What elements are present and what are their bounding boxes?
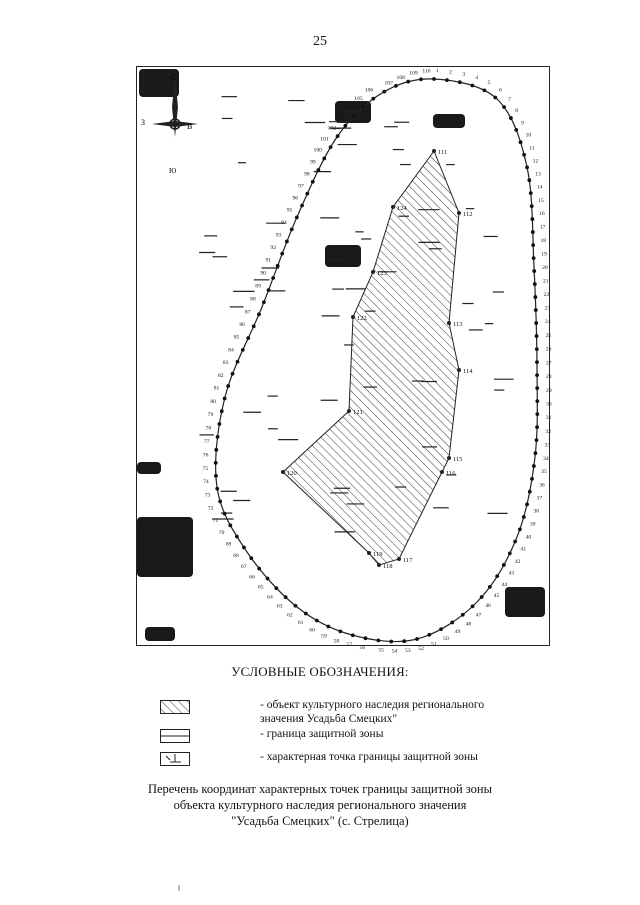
- zone-point-label: 35: [541, 469, 547, 476]
- zone-point-label: 4: [475, 75, 479, 82]
- zone-point-label: 23: [544, 305, 551, 312]
- zone-point-label: 82: [218, 372, 224, 379]
- legend-item-heritage-object: [160, 698, 560, 725]
- object-point-label: 111: [438, 149, 448, 156]
- zone-point-marker: [290, 227, 294, 231]
- legend-label-line: - объект культурного наследия регионального: [260, 699, 485, 711]
- object-point-marker: [432, 149, 436, 153]
- zone-point-label: 91: [265, 257, 272, 264]
- zone-point-marker: [483, 88, 487, 92]
- zone-point-marker: [530, 477, 534, 481]
- zone-point-marker: [271, 276, 275, 280]
- zone-point-label: 56: [359, 645, 366, 652]
- zone-point-marker: [532, 464, 536, 468]
- zone-point-label: 85: [233, 334, 240, 341]
- zone-point-label: 55: [378, 647, 384, 654]
- zone-point-marker: [529, 191, 533, 195]
- zone-point-label: 57: [346, 642, 353, 649]
- object-point-label: 115: [453, 456, 463, 463]
- object-point-marker: [351, 315, 355, 319]
- zone-point-marker: [214, 474, 218, 478]
- object-point-label: 124: [397, 205, 407, 212]
- zone-point-label: 45: [493, 592, 500, 599]
- zone-point-label: 62: [287, 612, 293, 619]
- zone-point-marker: [532, 269, 536, 273]
- zone-point-marker: [532, 256, 536, 260]
- zone-point-marker: [534, 321, 538, 325]
- zone-point-marker: [220, 409, 224, 413]
- object-point-label: 113: [453, 321, 463, 328]
- zone-point-marker: [522, 515, 526, 519]
- zone-point-marker: [525, 503, 529, 507]
- zone-point-label: 49: [454, 629, 461, 636]
- zone-point-label: 84: [228, 347, 234, 354]
- zone-point-marker: [531, 230, 535, 234]
- zone-point-label: 87: [244, 309, 251, 316]
- zone-point-marker: [535, 347, 539, 351]
- zone-point-label: 63: [276, 603, 283, 610]
- zone-point-marker: [300, 204, 304, 208]
- zone-point-label: 109: [409, 70, 418, 77]
- zone-point-label: 15: [538, 197, 544, 204]
- legend-item-zone-border: [160, 727, 560, 749]
- zone-point-label: 92: [270, 244, 277, 251]
- legend-title: УСЛОВНЫЕ ОБОЗНАЧЕНИЯ:: [231, 664, 409, 679]
- zone-point-marker: [531, 243, 535, 247]
- zone-point-label: 16: [539, 211, 545, 218]
- zone-point-label: 5: [487, 80, 491, 87]
- zone-point-label: 53: [405, 648, 411, 655]
- zone-point-marker: [432, 77, 436, 81]
- zone-point-marker: [226, 384, 230, 388]
- zone-point-marker: [223, 512, 227, 516]
- zone-point-label: 17: [539, 224, 546, 231]
- zone-point-marker: [364, 636, 368, 640]
- zone-point-label: 39: [529, 521, 536, 528]
- zone-point-label: 102: [327, 125, 337, 132]
- map-dark-feature: [505, 587, 545, 617]
- zone-point-label: 22: [543, 291, 550, 298]
- zone-point-label: 48: [465, 621, 472, 628]
- zone-point-label: 70: [218, 530, 225, 537]
- zone-point-marker: [518, 528, 522, 532]
- zone-point-marker: [530, 217, 534, 221]
- zone-point-label: 7: [508, 97, 511, 104]
- zone-point-label: 75: [202, 465, 209, 472]
- zone-point-label: 1: [435, 68, 439, 75]
- zone-point-label: 74: [203, 479, 209, 486]
- object-point-label: 114: [463, 368, 473, 375]
- zone-point-label: 18: [540, 237, 547, 244]
- map-dark-feature: [145, 627, 175, 641]
- zone-point-label: 19: [541, 251, 547, 258]
- zone-point-marker: [502, 105, 506, 109]
- zone-point-label: 54: [391, 648, 398, 655]
- compass-north-label: С: [171, 73, 177, 82]
- boundary-point-icon: [160, 752, 190, 766]
- zone-point-label: 31: [545, 415, 552, 422]
- zone-point-label: 65: [257, 584, 264, 591]
- compass-west-label: З: [141, 118, 146, 127]
- object-point-marker: [457, 368, 461, 372]
- zone-point-marker: [274, 586, 278, 590]
- zone-point-label: 29: [546, 387, 552, 394]
- zone-point-label: 34: [543, 455, 549, 462]
- zone-point-label: 50: [443, 635, 449, 642]
- object-point-marker: [347, 409, 351, 413]
- zone-point-label: 108: [396, 74, 405, 81]
- zone-point-label: 81: [213, 385, 220, 392]
- zone-point-marker: [351, 633, 355, 637]
- zone-point-label: 99: [310, 159, 316, 166]
- zone-point-label: 51: [431, 641, 437, 648]
- zone-point-marker: [311, 180, 315, 184]
- zone-point-label: 43: [508, 570, 515, 577]
- zone-point-label: 52: [418, 645, 424, 652]
- map-dark-feature: [137, 462, 161, 474]
- zone-point-label: 72: [207, 505, 214, 512]
- object-point-label: 119: [373, 551, 383, 558]
- zone-point-label: 90: [260, 270, 266, 277]
- zone-point-marker: [535, 360, 539, 364]
- map-dark-feature: [137, 517, 193, 577]
- zone-point-marker: [535, 412, 539, 416]
- zone-point-marker: [535, 334, 539, 338]
- zone-point-marker: [322, 157, 326, 161]
- zone-point-marker: [294, 604, 298, 608]
- zone-point-marker: [488, 585, 492, 589]
- object-point-label: 122: [357, 315, 367, 322]
- zone-point-label: 67: [240, 563, 247, 570]
- object-point-label: 120: [287, 470, 297, 477]
- zone-point-marker: [295, 216, 299, 220]
- caption-line: Перечень координат характерных точек границы защитной зоны: [147, 782, 493, 796]
- zone-point-marker: [284, 595, 288, 599]
- zone-point-label: 33: [544, 442, 551, 449]
- page-number: 25: [313, 34, 327, 49]
- zone-point-label: 94: [281, 219, 287, 226]
- zone-point-label: 101: [320, 136, 329, 143]
- scan-artifact: [178, 885, 180, 891]
- map-background-features: [137, 69, 545, 641]
- zone-point-marker: [394, 84, 398, 88]
- zone-point-marker: [533, 295, 537, 299]
- zone-point-marker: [535, 425, 539, 429]
- zone-point-label: 79: [207, 412, 214, 419]
- zone-point-marker: [329, 145, 333, 149]
- zone-point-marker: [241, 348, 245, 352]
- zone-point-label: 27: [545, 360, 552, 367]
- zone-point-marker: [343, 124, 347, 128]
- zone-point-marker: [267, 288, 271, 292]
- zone-point-marker: [316, 168, 320, 172]
- heritage-object-area: [281, 149, 473, 570]
- object-point-marker: [457, 211, 461, 215]
- zone-point-label: 58: [333, 638, 340, 645]
- zone-point-marker: [228, 523, 232, 527]
- zone-point-marker: [235, 535, 239, 539]
- zone-point-label: 64: [267, 594, 273, 601]
- object-point-label: 112: [463, 211, 473, 218]
- zone-point-marker: [450, 621, 454, 625]
- zone-point-marker: [249, 556, 253, 560]
- zone-point-marker: [218, 422, 222, 426]
- zone-point-marker: [231, 372, 235, 376]
- zone-point-marker: [495, 574, 499, 578]
- zone-point-label: 86: [239, 322, 245, 329]
- zone-point-marker: [304, 612, 308, 616]
- zone-point-label: 104: [344, 104, 353, 111]
- zone-point-marker: [534, 451, 538, 455]
- zone-point-label: 71: [212, 518, 219, 525]
- zone-point-label: 25: [545, 332, 552, 339]
- zone-point-label: 88: [250, 296, 256, 303]
- zone-point-label: 98: [304, 171, 310, 178]
- zone-point-marker: [534, 308, 538, 312]
- zone-point-marker: [280, 252, 284, 256]
- zone-point-label: 68: [233, 552, 239, 559]
- zone-point-label: 78: [205, 425, 212, 432]
- zone-point-label: 110: [422, 68, 431, 75]
- compass-south-label: Ю: [169, 167, 177, 175]
- zone-point-label: 13: [535, 171, 541, 178]
- zone-point-marker: [352, 114, 356, 118]
- zone-point-marker: [509, 116, 513, 120]
- zone-point-marker: [519, 140, 523, 144]
- zone-point-label: 83: [222, 360, 229, 367]
- zone-point-marker: [214, 448, 218, 452]
- zone-point-marker: [528, 490, 532, 494]
- caption-line: "Усадьба Смецких" (с. Стрелица): [231, 814, 409, 828]
- object-point-marker: [391, 205, 395, 209]
- object-point-marker: [367, 551, 371, 555]
- zone-point-label: 60: [309, 627, 315, 634]
- zone-point-label: 32: [545, 428, 551, 435]
- zone-point-marker: [530, 204, 534, 208]
- zone-point-label: 20: [542, 264, 548, 271]
- zone-point-marker: [470, 84, 474, 88]
- object-point-marker: [447, 321, 451, 325]
- zone-point-label: 105: [354, 95, 363, 102]
- object-point-marker: [377, 563, 381, 567]
- zone-point-marker: [508, 551, 512, 555]
- legend-label-boundary-point: - характерная точка границы защитной зоны: [260, 751, 478, 763]
- map-canvas: [137, 67, 552, 655]
- zone-point-label: 14: [536, 184, 543, 191]
- zone-point-label: 89: [255, 283, 261, 290]
- zone-point-marker: [262, 300, 266, 304]
- zone-point-marker: [427, 633, 431, 637]
- zone-point-marker: [236, 360, 240, 364]
- zone-point-marker: [402, 639, 406, 643]
- zone-point-label: 8: [515, 108, 519, 115]
- zone-point-marker: [216, 435, 220, 439]
- legend-item-boundary-point: [160, 750, 560, 772]
- protective-zone-map: [136, 66, 552, 655]
- zone-border-icon: [160, 729, 190, 743]
- zone-point-label: 47: [475, 612, 482, 619]
- zone-point-marker: [257, 567, 261, 571]
- zone-point-marker: [257, 312, 261, 316]
- zone-point-label: 30: [545, 401, 552, 408]
- zone-point-marker: [218, 500, 222, 504]
- zone-point-label: 21: [542, 278, 549, 285]
- zone-point-marker: [315, 619, 319, 623]
- object-point-marker: [371, 270, 375, 274]
- zone-point-label: 59: [321, 633, 327, 640]
- zone-point-label: 66: [249, 574, 255, 581]
- object-point-marker: [440, 470, 444, 474]
- zone-point-label: 42: [514, 558, 521, 565]
- zone-point-label: 24: [545, 319, 551, 326]
- zone-point-label: 100: [313, 147, 322, 154]
- zone-point-label: 2: [449, 69, 452, 76]
- object-point-marker: [281, 470, 285, 474]
- zone-point-marker: [458, 80, 462, 84]
- zone-point-label: 73: [204, 492, 211, 499]
- heritage-object-polygon: [283, 151, 459, 565]
- zone-point-marker: [252, 324, 256, 328]
- zone-point-label: 6: [499, 87, 502, 94]
- zone-point-label: 80: [210, 398, 216, 405]
- zone-point-label: 95: [286, 207, 293, 214]
- zone-point-marker: [461, 613, 465, 617]
- zone-point-label: 103: [335, 114, 345, 121]
- zone-point-label: 40: [525, 534, 532, 541]
- zone-point-label: 37: [536, 495, 543, 502]
- zone-point-marker: [371, 97, 375, 101]
- zone-point-label: 36: [539, 482, 545, 489]
- caption-line: объекта культурного наследия регионального значения: [173, 798, 467, 812]
- zone-point-label: 41: [520, 546, 527, 553]
- zone-point-marker: [389, 640, 393, 644]
- object-point-label: 116: [446, 470, 456, 477]
- zone-point-marker: [266, 577, 270, 581]
- zone-point-marker: [535, 386, 539, 390]
- zone-point-marker: [445, 78, 449, 82]
- zone-point-label: 10: [525, 132, 532, 139]
- zone-point-marker: [338, 630, 342, 634]
- legend-label-line: значения Усадьба Смецких": [260, 713, 398, 725]
- zone-point-marker: [276, 264, 280, 268]
- zone-point-marker: [285, 240, 289, 244]
- zone-point-label: 12: [532, 158, 539, 165]
- zone-point-marker: [382, 90, 386, 94]
- zone-point-marker: [535, 373, 539, 377]
- zone-point-marker: [502, 563, 506, 567]
- zone-point-marker: [223, 397, 227, 401]
- zone-point-label: 3: [462, 71, 466, 78]
- zone-point-marker: [535, 438, 539, 442]
- map-dark-feature: [325, 245, 361, 267]
- zone-point-label: 38: [533, 508, 540, 515]
- zone-point-label: 107: [384, 80, 393, 87]
- zone-point-marker: [493, 96, 497, 100]
- zone-point-label: 26: [545, 346, 552, 353]
- map-dark-feature: [433, 114, 465, 128]
- object-point-label: 118: [383, 563, 393, 570]
- zone-point-label: 11: [529, 145, 535, 152]
- zone-point-label: 44: [501, 582, 508, 589]
- zone-point-label: 46: [485, 603, 491, 610]
- coordinates-caption: [100, 781, 540, 829]
- zone-point-marker: [242, 546, 246, 550]
- zone-point-marker: [246, 336, 250, 340]
- zone-point-label: 76: [202, 452, 209, 459]
- zone-point-marker: [361, 105, 365, 109]
- zone-point-label: 97: [298, 183, 304, 190]
- legend-label-zone-border: - граница защитной зоны: [260, 728, 384, 740]
- zone-point-marker: [525, 165, 529, 169]
- zone-point-label: 106: [364, 87, 374, 94]
- zone-point-label: 61: [297, 620, 304, 627]
- zone-point-label: 77: [203, 438, 210, 445]
- zone-point-marker: [415, 637, 419, 641]
- object-point-marker: [397, 557, 401, 561]
- legend-label-heritage-object: [260, 698, 560, 726]
- zone-point-marker: [471, 604, 475, 608]
- zone-point-marker: [533, 282, 537, 286]
- object-point-label: 123: [377, 270, 387, 277]
- zone-point-label: 9: [520, 120, 524, 127]
- zone-point-marker: [480, 595, 484, 599]
- zone-point-marker: [326, 625, 330, 629]
- zone-point-marker: [439, 627, 443, 631]
- zone-point-marker: [527, 178, 531, 182]
- zone-point-marker: [513, 540, 517, 544]
- zone-point-marker: [376, 639, 380, 643]
- zone-point-label: 28: [546, 374, 552, 381]
- zone-point-label: 93: [275, 232, 282, 239]
- zone-point-marker: [535, 399, 539, 403]
- zone-point-marker: [522, 153, 526, 157]
- hatched-area-icon: [160, 700, 190, 714]
- zone-point-marker: [305, 192, 309, 196]
- zone-point-label: 96: [292, 195, 299, 202]
- zone-point-label: 69: [225, 541, 232, 548]
- zone-point-marker: [406, 80, 410, 84]
- object-point-marker: [447, 456, 451, 460]
- compass-east-label: В: [187, 122, 193, 131]
- zone-point-marker: [214, 461, 218, 465]
- object-point-label: 121: [353, 409, 363, 416]
- zone-point-marker: [336, 134, 340, 138]
- object-point-label: 117: [403, 557, 413, 564]
- zone-point-marker: [419, 77, 423, 81]
- zone-point-marker: [215, 487, 219, 491]
- zone-point-marker: [514, 128, 518, 132]
